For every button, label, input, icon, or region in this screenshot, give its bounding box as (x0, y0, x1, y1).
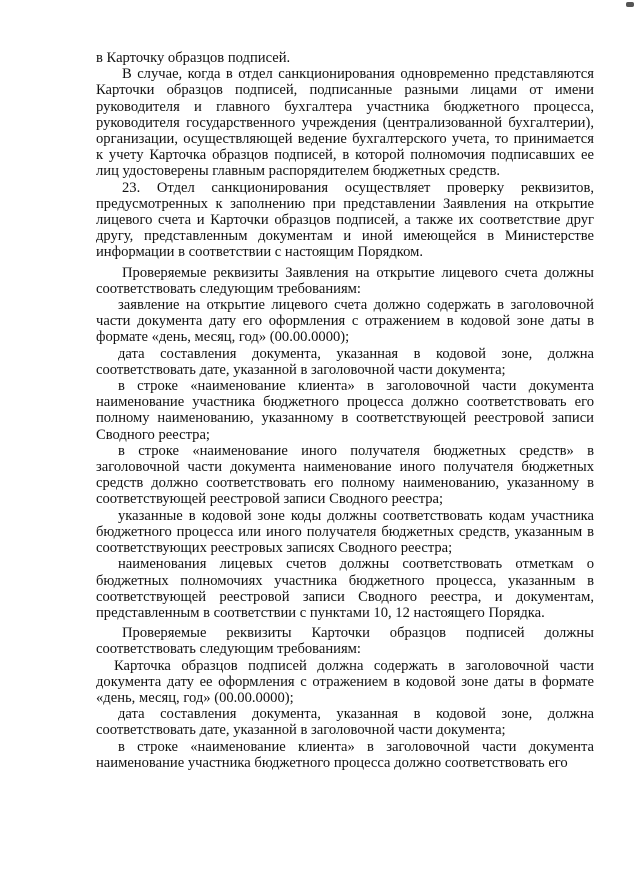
paragraph-application-requirements-heading: Проверяемые реквизиты Заявления на открытие лицевого счета должны соответствовать следующим требованиям: (96, 264, 594, 297)
paragraph-card-requirements-heading: Проверяемые реквизиты Карточки образцов подписей должны соответствовать следующим требованиям: (96, 625, 594, 658)
paragraph-item-23: 23. Отдел санкционирования осуществляет проверку реквизитов, предусмотренных к заполнению при представлении Заявления на открытие лицевого счета и Карточки образцов подписей, а также их соответствие друг другу, представленным документам и иной имеющейся в Министерстве информации в соответствии с настоящим Порядком. (96, 179, 594, 261)
paragraph-application-date: заявление на открытие лицевого счета должно содержать в заголовочной части документа дату его оформления с отражением в кодовой зоне даты в формате «день, месяц, год» (00.00.0000); (96, 297, 594, 346)
paragraph-card-code-date: дата составления документа, указанная в кодовой зоне, должна соответствовать дате, указанной в заголовочной части документа; (96, 706, 594, 739)
scan-mark (626, 2, 634, 7)
paragraph-continuation: в Карточку образцов подписей. (96, 50, 291, 66)
paragraph-account-names: наименования лицевых счетов должны соответствовать отметкам о бюджетных полномочиях участника бюджетного процесса, указанным в соответствующей реестровой записи Сводного реестра, и документам, представленным в соответствии с пунктами 10, 12 настоящего Порядка. (96, 556, 594, 621)
paragraph-card-client-name: в строке «наименование клиента» в заголовочной части документа наименование участника бюджетного процесса должно соответствовать его (96, 738, 594, 771)
paragraph-application-code-date: дата составления документа, указанная в кодовой зоне, должна соответствовать дате, указанной в заголовочной части документа; (96, 345, 594, 378)
paragraph-multiple-cards: В случае, когда в отдел санкционирования одновременно представляются Карточки образцов подписей, подписанные разными лицами от имени руководителя и главного бухгалтера участника бюджетного процесса, руководителя государственного учреждения (централизованной бухгалтерии), организации, осуществляющей ведение бухгалтерского учета, то принимается к учету Карточка образцов подписей, в которой полномочия подписавших ее лиц удостоверены главным распорядителем бюджетных средств. (96, 66, 594, 180)
paragraph-other-recipient-name: в строке «наименование иного получателя бюджетных средств» в заголовочной части документа наименование иного получателя бюджетных средств должно соответствовать его полному наименованию, указанному в соответствующей реестровой записи Сводного реестра; (96, 442, 594, 508)
paragraph-card-date: Карточка образцов подписей должна содержать в заголовочной части документа дату ее оформления с отражением в кодовой зоне даты в формате «день, месяц, год» (00.00.0000); (96, 657, 594, 706)
paragraph-codes: указанные в кодовой зоне коды должны соответствовать кодам участника бюджетного процесса или иного получателя бюджетных средств, указанным в соответствующих реестровых записях Сводного реестра; (96, 507, 594, 557)
document-body (96, 50, 594, 771)
paragraph-client-name: в строке «наименование клиента» в заголовочной части документа наименование участника бюджетного процесса должно соответствовать его полному наименованию, указанному в соответствующей реестровой записи Сводного реестра; (96, 378, 594, 443)
